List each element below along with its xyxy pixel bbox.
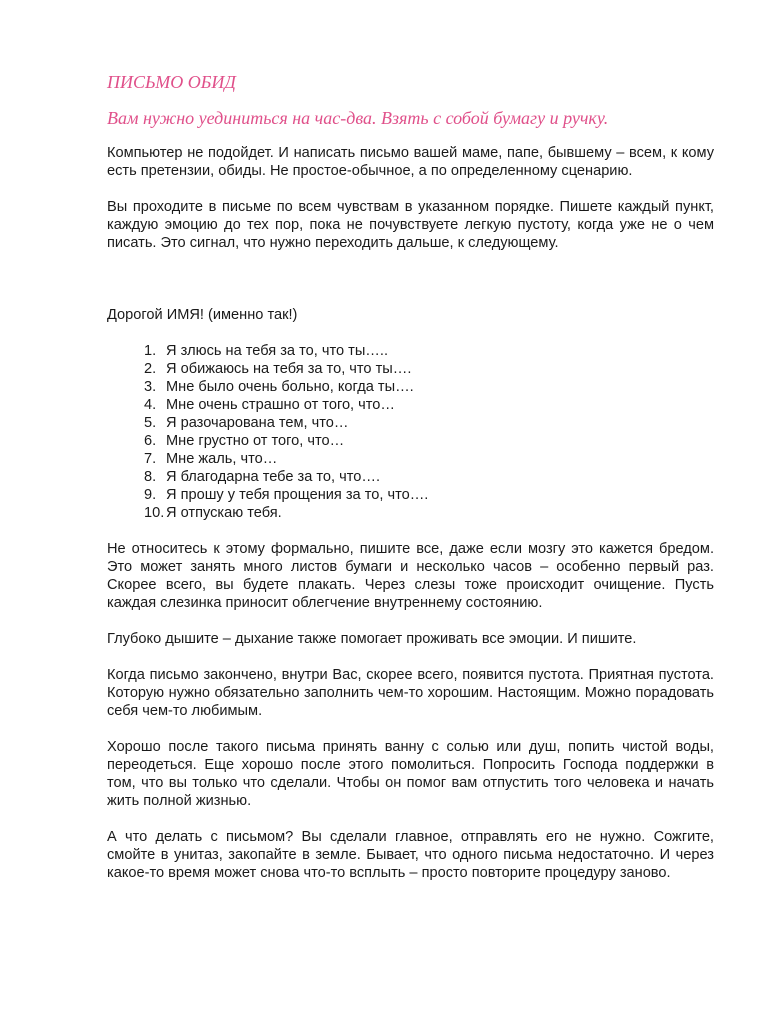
list-item — [107, 432, 714, 450]
list-item-number: 3. — [144, 379, 157, 395]
list-item — [107, 450, 714, 468]
list-item-text: Я прошу у тебя прощения за то, что…. — [166, 487, 429, 503]
list-item-text: Мне было очень больно, когда ты…. — [166, 379, 414, 395]
intro-paragraph-1: Компьютер не подойдет. И написать письмо вашей маме, папе, бывшему – всем, к кому есть претензии, обиды. Не простое-обычное, а по определенному сценарию. — [107, 145, 714, 179]
document-subtitle: Вам нужно уединиться на час-два. Взять с собой бумагу и ручку. — [107, 108, 609, 128]
list-item — [107, 504, 714, 522]
list-item-number: 6. — [144, 433, 157, 449]
body-paragraph-4: Хорошо после такого письма принять ванну с солью или душ, попить чистой воды, переодеться. Еще хорошо после этого помолиться. Попросить Господа поддержки в том, что вы только что сделали. Чтобы он помог вам отпустить того человека и начать жить полной жизнью. — [107, 739, 714, 809]
list-item-text: Мне жаль, что… — [166, 451, 278, 467]
document-title: ПИСЬМО ОБИД — [107, 72, 236, 92]
spacer — [107, 270, 714, 306]
body-paragraph-3: Когда письмо закончено, внутри Вас, скорее всего, появится пустота. Приятная пустота. Которую нужно обязательно заполнить чем-то хорошим. Настоящим. Можно порадовать себя чем-то любимым. — [107, 667, 714, 719]
list-item — [107, 342, 714, 360]
list-item-text: Я разочарована тем, что… — [166, 415, 349, 431]
list-item — [107, 414, 714, 432]
list-item-text: Я отпускаю тебя. — [166, 505, 282, 521]
document-page — [107, 71, 714, 900]
list-item-number: 10. — [144, 505, 165, 521]
list-item-text: Мне грустно от того, что… — [166, 433, 345, 449]
intro-paragraph-2: Вы проходите в письме по всем чувствам в указанном порядке. Пишете каждый пункт, каждую эмоцию до тех пор, пока не почувствуете легкую пустоту, когда уже не о чем писать. Это сигнал, что нужно переходить дальше, к следующему. — [107, 199, 714, 251]
list-item — [107, 486, 714, 504]
list-item-text: Я благодарна тебе за то, что…. — [166, 469, 381, 485]
body-paragraph-1: Не относитесь к этому формально, пишите все, даже если мозгу это кажется бредом. Это может занять много листов бумаги и несколько часов – особенно первый раз. Скорее всего, вы будете плакать. Через слезы тоже происходит очищение. Пусть каждая слезинка приносит облегчение внутреннему состоянию. — [107, 541, 714, 611]
list-item-number: 4. — [144, 397, 157, 413]
list-item-number: 2. — [144, 361, 157, 377]
list-item — [107, 468, 714, 486]
list-item — [107, 396, 714, 414]
list-item-number: 9. — [144, 487, 157, 503]
list-item-text: Я злюсь на тебя за то, что ты….. — [166, 343, 389, 359]
body-paragraph-2: Глубоко дышите – дыхание также помогает проживать все эмоции. И пишите. — [107, 631, 637, 647]
list-item-text: Я обижаюсь на тебя за то, что ты…. — [166, 361, 412, 377]
list-item-number: 8. — [144, 469, 157, 485]
list-item-number: 1. — [144, 343, 157, 359]
list-item-number: 5. — [144, 415, 157, 431]
letter-greeting: Дорогой ИМЯ! (именно так!) — [107, 307, 298, 323]
body-paragraph-5: А что делать с письмом? Вы сделали главное, отправлять его не нужно. Сожгите, смойте в унитаз, закопайте в земле. Бывает, что одного письма недостаточно. И через какое-то время может снова что-то всплыть – просто повторите процедуру заново. — [107, 829, 714, 881]
list-item-number: 7. — [144, 451, 157, 467]
list-item-text: Мне очень страшно от того, что… — [166, 397, 396, 413]
list-item — [107, 360, 714, 378]
steps-list — [107, 342, 714, 522]
list-item — [107, 378, 714, 396]
